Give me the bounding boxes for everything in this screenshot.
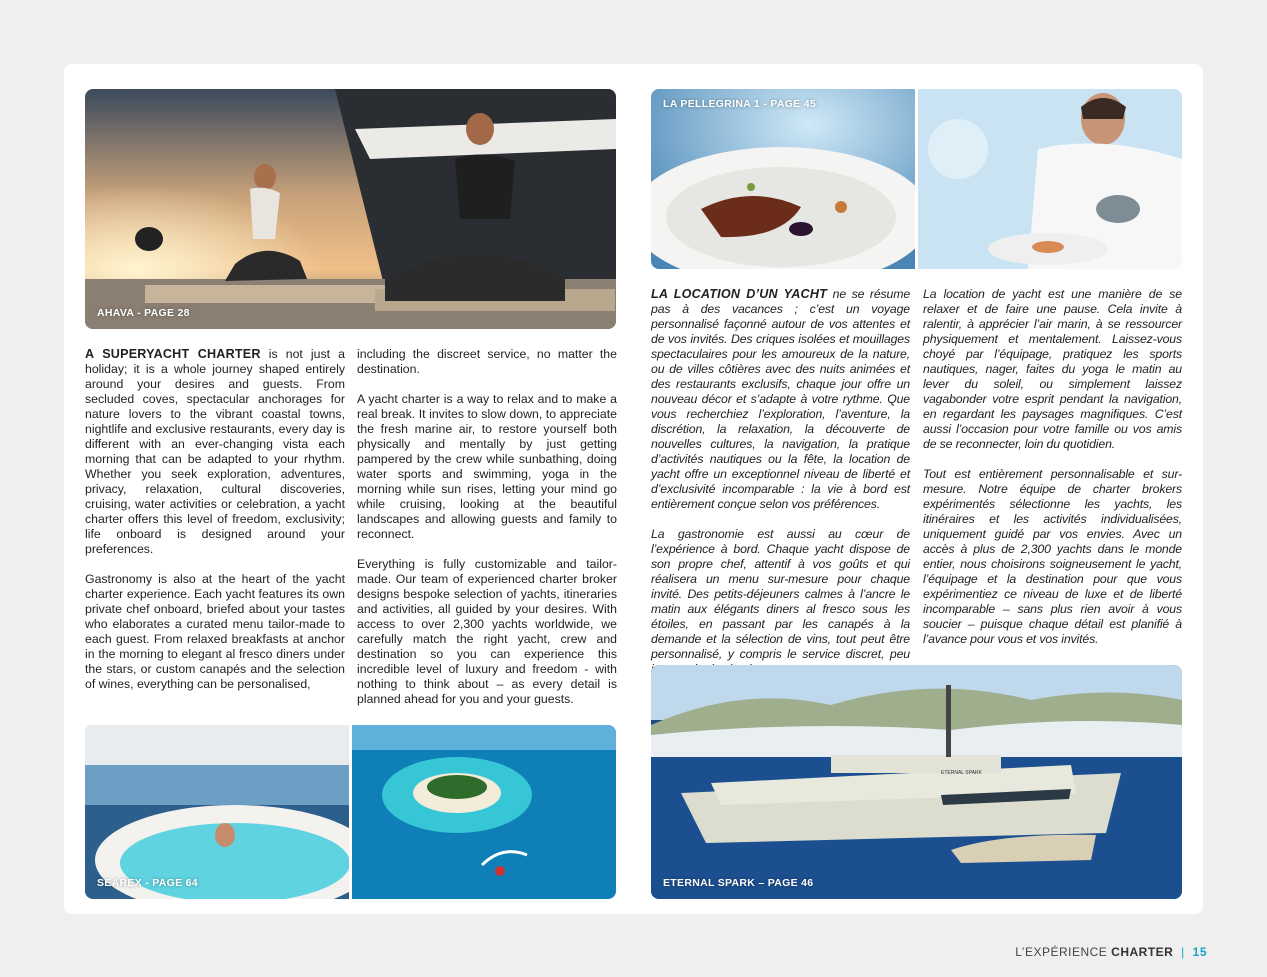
french-paragraph-1: ne se résume pas à des vacances ; c’est un voyage personnalisé façonné autour de vos attentes et de vos invités. Des criques isolées et mouillages spectaculaires pour les amoureux de la nature, ou de villes côtières avec des nuits animées et des restaurants exclusifs, chaque jour offre un nouveau décor et s’adapte à votre rythme. Que vous recherchiez l’exploration, l’aventure, la discrétion, la relaxation, la découverte de nouvelles cultures, la navigation, la pratique d’activités nautiques ou la fête, la location de yacht offre un exceptionnel niveau de liberté et d’exclusivité incomparable : la vie à bord est entièrement conçue selon vos préférences.	[651, 287, 911, 511]
english-paragraph-1: is not just a holiday; it is a whole journey shaped entirely around your desires and guests. From secluded coves, spectacular anchorages for nature lovers to the vibrant coastal towns, nightlife and exclusive restaurants, every day is different with an ever-changing vista each morning that can be adapted to your rhythm. Whether you seek exploration, adventures, privacy, relaxation, cultural discoveries, cruising, water activities or celebration, a yacht charter offers this level of freedom, exclusivity; life onboard is designed around your preferences.	[85, 347, 345, 556]
yacht-hull-name: ETERNAL SPARK	[941, 770, 982, 776]
english-paragraph-2: Gastronomy is also at the heart of the yacht charter experience. Each yacht features its own private chef onboard, briefed about your tastes who elaborates a curated menu tailor-made to each guest. From relaxed breakfasts at anchor in the morning to elegant al fresco diners under the stars, or custom canapés and the selection of wines, everything can be personalised,	[85, 572, 345, 691]
island-illustration	[352, 725, 616, 899]
photo-island	[352, 725, 616, 899]
caption-pellegrina: LA PELLEGRINA 1 - PAGE 45	[663, 98, 816, 110]
english-lead: A SUPERYACHT CHARTER	[85, 347, 261, 361]
caption-ahava: AHAVA - PAGE 28	[97, 307, 190, 319]
caption-eternal-spark: ETERNAL SPARK – PAGE 46	[663, 877, 814, 889]
chef-illustration	[918, 89, 1182, 269]
jacuzzi-illustration	[85, 725, 349, 899]
page-number: 15	[1192, 945, 1207, 959]
photo-yacht	[651, 665, 1182, 899]
french-paragraph-4: Tout est entièrement personnalisable et sur-mesure. Notre équipe de charter brokers expérimentés sélectionne les yachts, les itinéraires et les activités individualisées, uniquement guidé par vos envies. Avec un accès à plus de 2,300 yachts dans le monde entier, nous choisirons soigneusement le yacht, l’équipage et la destination pour que vous expérimentiez ce niveau de luxe et de liberté incomparable – sans plus rien avoir à vous soucier – puisque chaque détail est planifié à l’avance pour vous et vos invités.	[923, 467, 1182, 646]
french-lead: LA LOCATION D’UN YACHT	[651, 287, 828, 301]
photo-chef	[918, 89, 1182, 269]
french-column-1	[651, 287, 910, 692]
footer-section-bold: CHARTER	[1111, 945, 1174, 959]
english-paragraph-4: A yacht charter is a way to relax and to make a real break. It invites to slow down, to appreciate the fresh marine air, to restore yourself both physically and mentally by just getting pampered by the crew while sunbathing, doing water sports and swimming, yoga in the morning while sun rises, letting your mind go while cruising, looking at the beautiful landscapes and allowing guests and family to reconnect.	[357, 392, 617, 541]
french-column-2	[923, 287, 1182, 662]
english-column-1	[85, 347, 345, 707]
english-column-2	[357, 347, 617, 722]
dish-illustration	[651, 89, 915, 269]
yoga-illustration	[85, 89, 616, 329]
page-footer	[1015, 945, 1207, 959]
photo-dish	[651, 89, 915, 269]
photo-jacuzzi	[85, 725, 349, 899]
photo-yoga	[85, 89, 616, 329]
yacht-illustration	[651, 665, 1182, 899]
french-paragraph-2: La gastronomie est aussi au cœur de l’expérience à bord. Chaque yacht dispose de son propre chef, attentif à vos goûts et qui réalisera un menu sur-mesure pour chaque invité. Des petits-déjeuners calmes à l’ancre le matin aux élégants diners al fresco sous les étoiles, en passant par les canapés à la demande et la sélection de vins, tout peut être personnalisé, y compris le service discret, peu	[651, 527, 910, 661]
english-paragraph-5: Everything is fully customizable and tailor-made. Our team of experienced charter broker designs bespoke selection of yachts, itineraries and activities, all guided by your desires. With access to over 2,300 yachts worldwide, we carefully match the right yacht, crew and destination so you can experience this incredible level of luxury and freedom - with nothing to think about – as every detail is planned ahead for you and your guests.	[357, 557, 617, 706]
footer-separator: |	[1181, 945, 1185, 959]
french-paragraph-3: La location de yacht est une manière de se relaxer et de faire une pause. Cela invite à ralentir, à apprécier l’air marin, à se ressourcer physiquement et mentalement. Laissez-vous choyé par l’équipage, pratiquez les sports nautiques, nager, faites du yoga le matin au lever du soleil, ou simplement laissez vagabonder votre esprit pendant la navigation, en regardant les paysages magnifiques. C’est aussi l’occasion pour votre famille ou vos amis de se reconnecter, loin du quotidien.	[923, 287, 1182, 451]
caption-searex: SEAREX - PAGE 64	[97, 877, 198, 889]
english-paragraph-3: including the discreet service, no matter the destination.	[357, 347, 617, 376]
footer-section: L’EXPÉRIENCE	[1015, 945, 1108, 959]
